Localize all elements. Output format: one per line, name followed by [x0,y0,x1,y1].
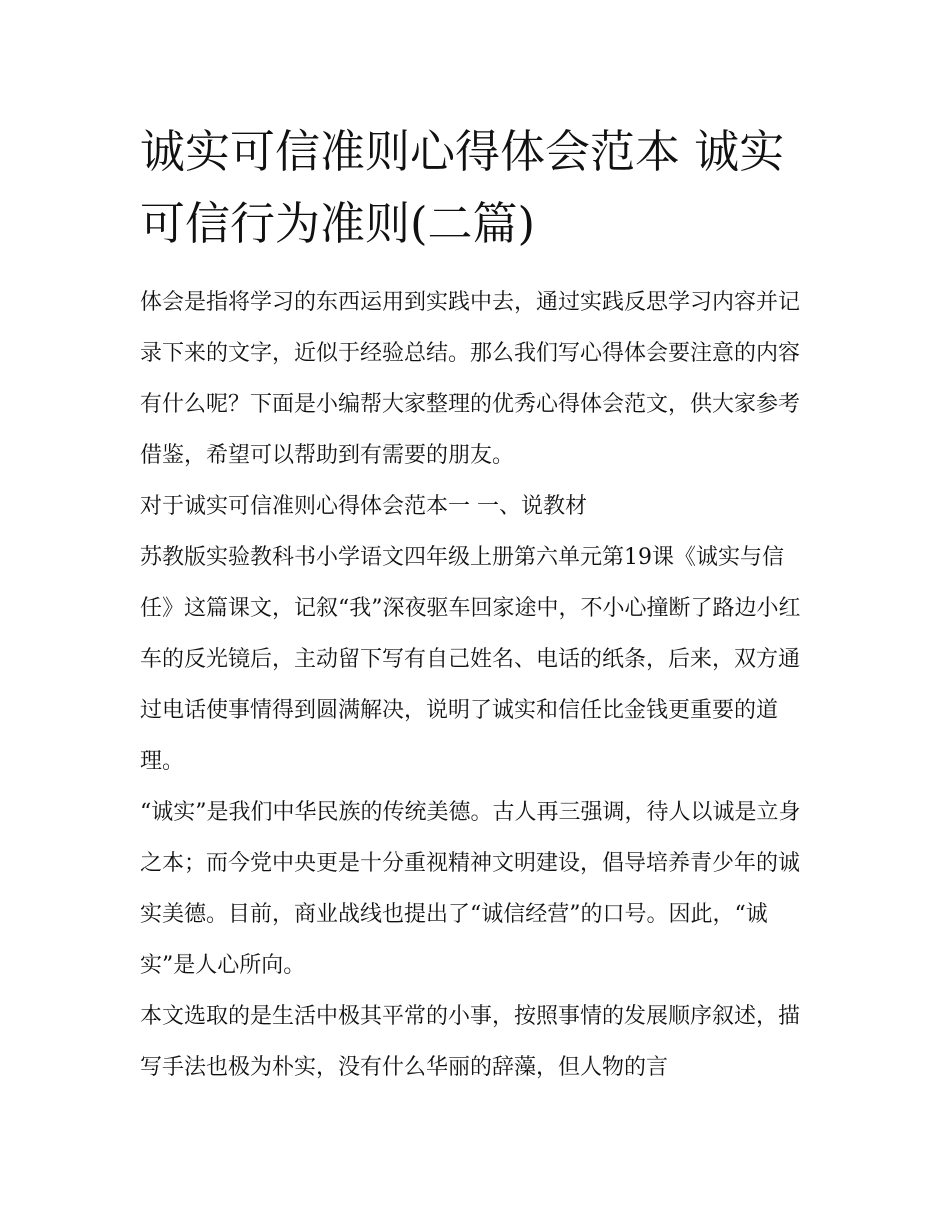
paragraph-honesty: “诚实”是我们中华民族的传统美德。古人再三强调，待人以诚是立身之本；而今党中央更是十分重视精神文明建设，倡导培养青少年的诚实美德。目前，商业战线也提出了“诚信经营”的口号。因此，“诚实”是人心所向。 [140,800,801,978]
document-title: 诚实可信准则心得体会范本 诚实可信行为准则(二篇) [140,125,785,250]
paragraph-textbook: 苏教版实验教科书小学语文四年级上册第六单元第19课《诚实与信任》这篇课文，记叙“我”深夜驱车回家途中，不小心撞断了路边小红车的反光镜后，主动留下写有自己姓名、电话的纸条，后来，双方通过电话使事情得到圆满解决，说明了诚实和信任比金钱更重要的道理。 [140,545,801,774]
paragraph-intro: 体会是指将学习的东西运用到实践中去，通过实践反思学习内容并记录下来的文字，近似于经验总结。那么我们写心得体会要注意的内容有什么呢？下面是小编帮大家整理的优秀心得体会范文，供大家参考借鉴，希望可以帮助到有需要的朋友。 [140,290,801,468]
paragraph-section-heading: 对于诚实可信准则心得体会范本一 一、说教材 [140,494,587,519]
document-body [140,277,815,1093]
paragraph-analysis: 本文选取的是生活中极其平常的小事，按照事情的发展顺序叙述，描写手法也极为朴实，没有什么华丽的辞藻，但人物的言 [140,1004,801,1080]
